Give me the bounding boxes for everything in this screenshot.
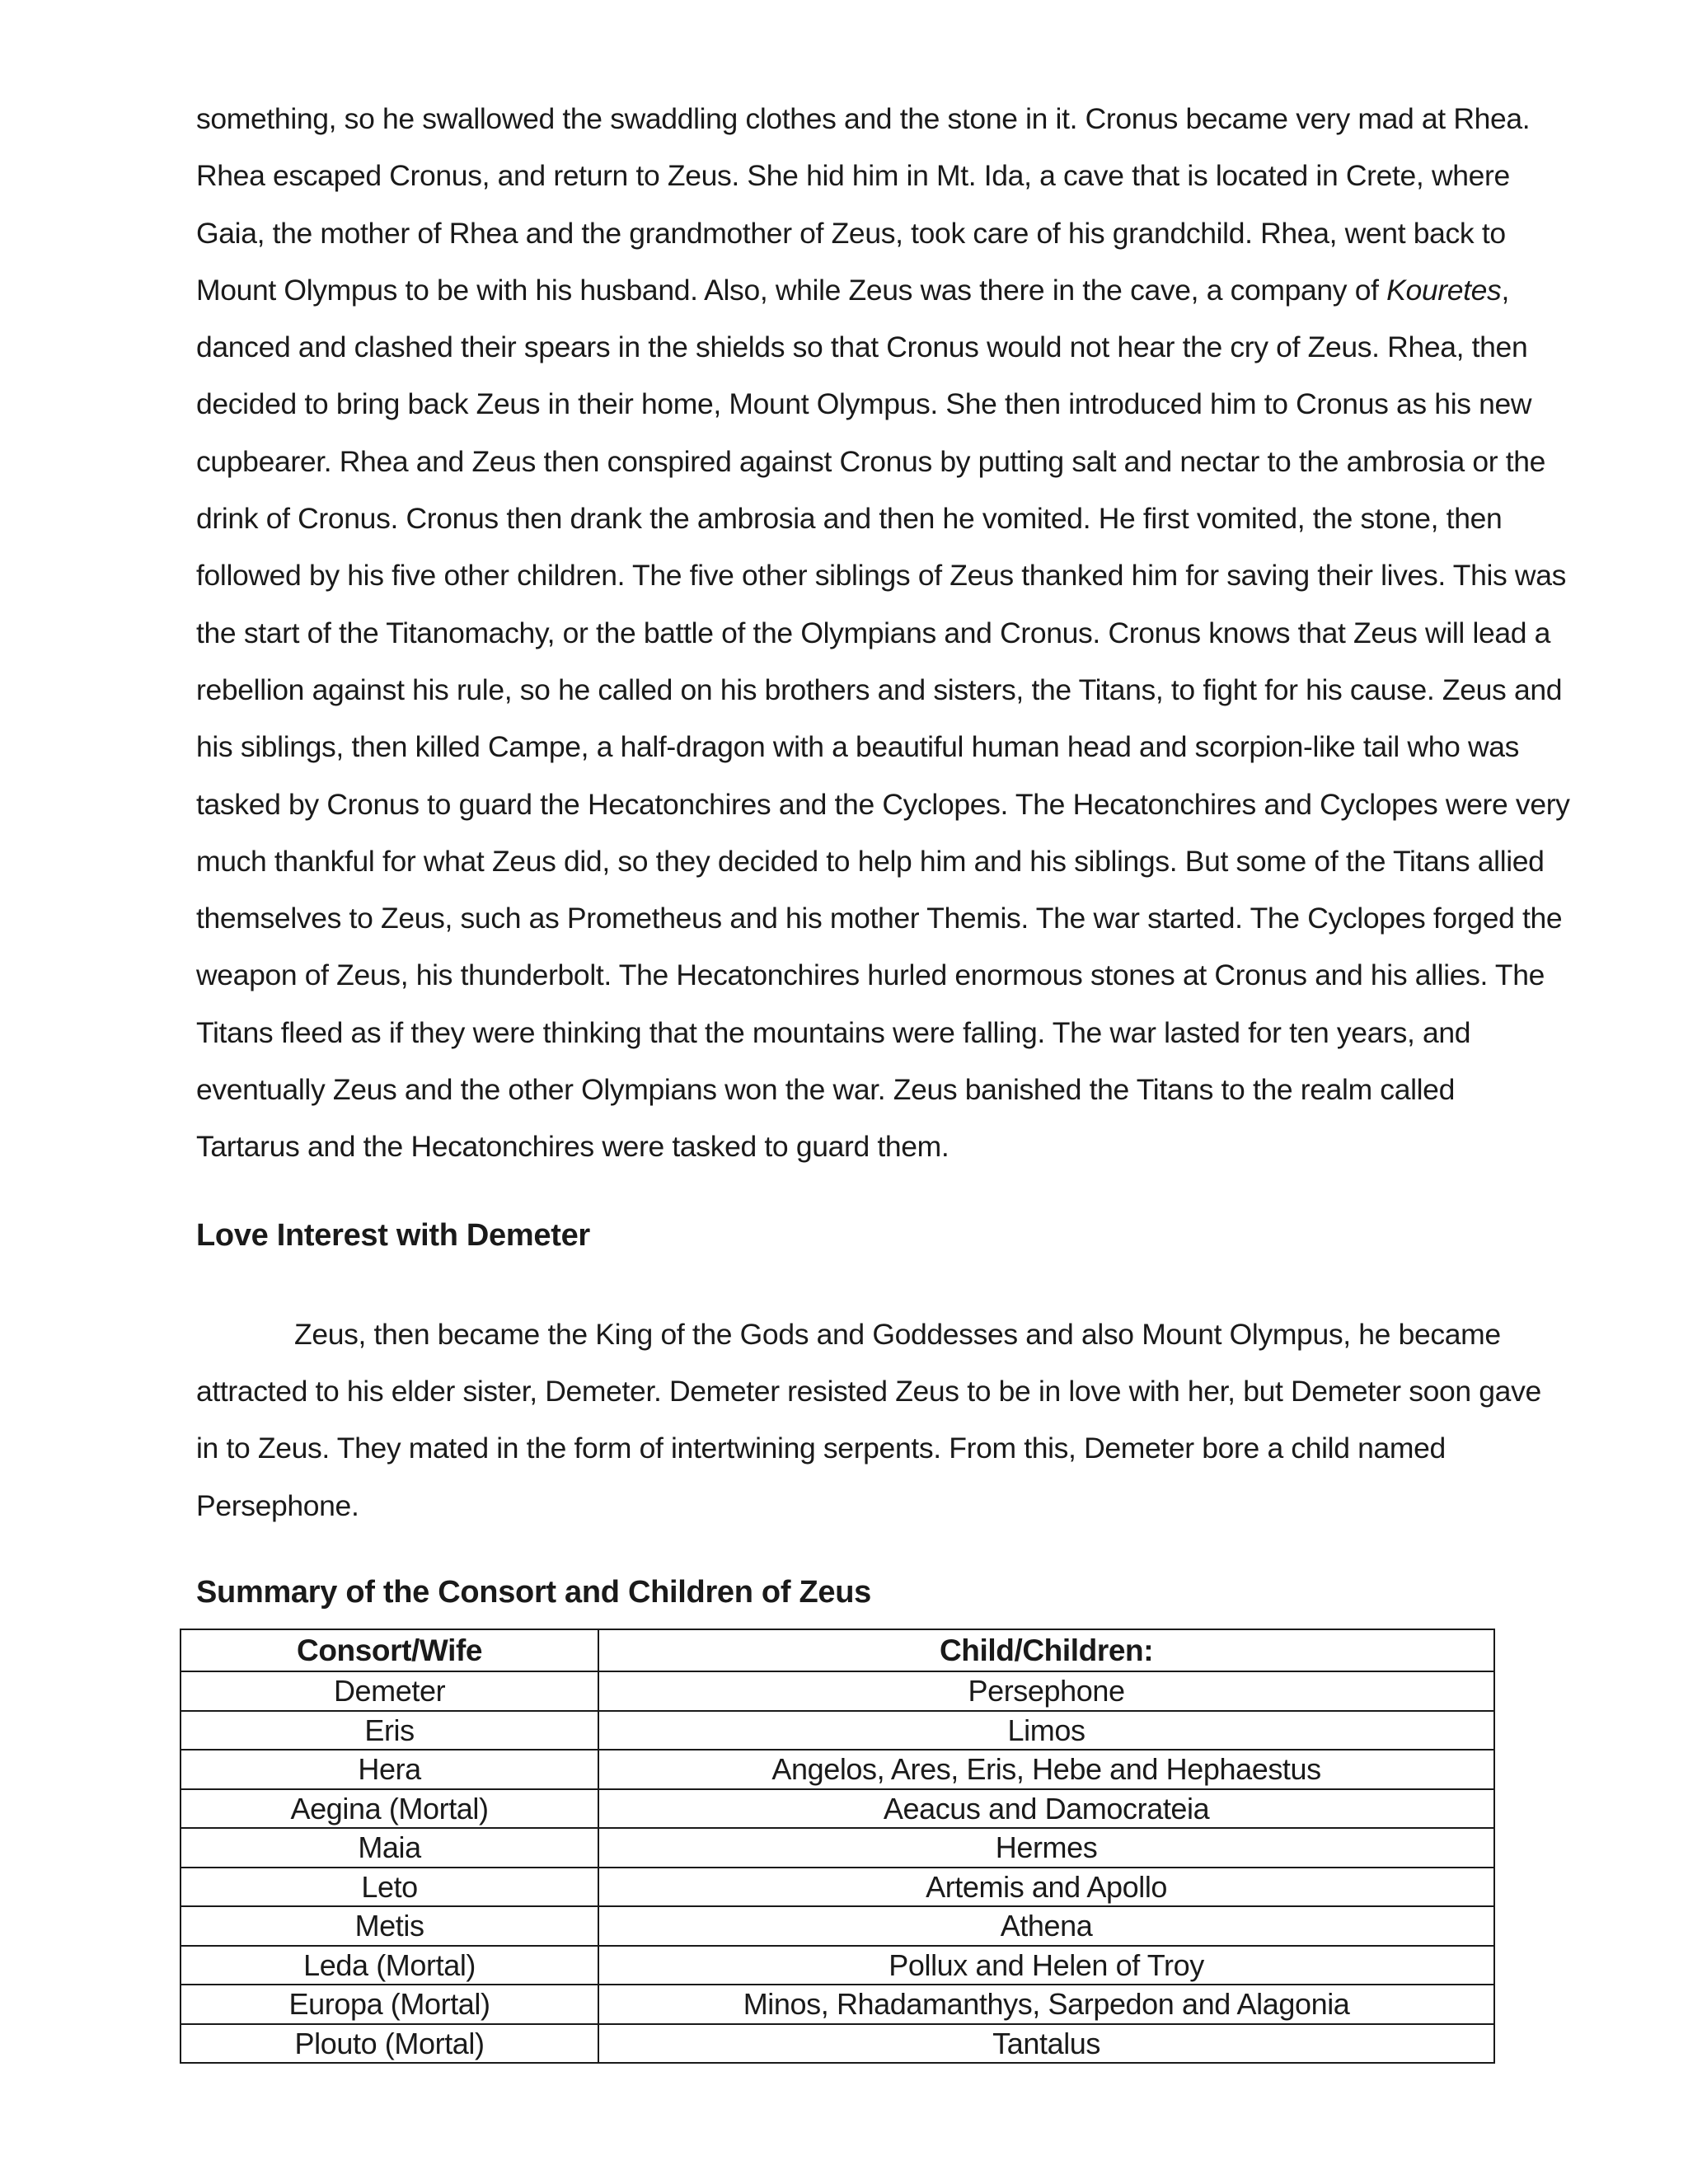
paragraph-line: his siblings, then killed Campe, a half-dragon with a beautiful human head and scorpion-like tail who was [196, 730, 1520, 764]
consort-cell: Leto [181, 1868, 598, 1907]
paragraph-line: cupbearer. Rhea and Zeus then conspired against Cronus by putting salt and nectar to the ambrosia or the [196, 444, 1546, 478]
paragraph-line: Gaia, the mother of Rhea and the grandmother of Zeus, took care of his grandchild. Rhea, went back to [196, 216, 1506, 250]
consorts-table [180, 1629, 1495, 2064]
children-cell: Minos, Rhadamanthys, Sarpedon and Alagonia [598, 1985, 1494, 2024]
paragraph-line: Rhea escaped Cronus, and return to Zeus. She hid him in Mt. Ida, a cave that is located in Crete, where [196, 159, 1510, 193]
consort-column-header: Consort/Wife [181, 1629, 598, 1671]
children-cell: Tantalus [598, 2024, 1494, 2064]
paragraph-line: themselves to Zeus, such as Prometheus and his mother Themis. The war started. The Cyclopes forged the [196, 902, 1563, 935]
table-row [181, 1671, 1494, 1711]
children-cell: Hermes [598, 1828, 1494, 1868]
consort-cell: Leda (Mortal) [181, 1946, 598, 1985]
table-row [181, 1789, 1494, 1829]
paragraph-line: Persephone. [196, 1488, 359, 1522]
kouretes-italic: Kouretes [1386, 273, 1502, 307]
children-cell: Limos [598, 1711, 1494, 1750]
paragraph-line: followed by his five other children. The five other siblings of Zeus thanked him for saving their lives. This was [196, 559, 1566, 593]
paragraph-line: something, so he swallowed the swaddling clothes and the stone in it. Cronus became very mad at Rhea. [196, 102, 1531, 135]
paragraph-line: weapon of Zeus, his thunderbolt. The Hecatonchires hurled enormous stones at Cronus and his allies. The [196, 958, 1545, 992]
table-row [181, 1868, 1494, 1907]
paragraph-line: rebellion against his rule, so he called on his brothers and sisters, the Titans, to fight for his cause. Zeus and [196, 673, 1563, 706]
paragraph-line: Tartarus and the Hecatonchires were tasked to guard them. [196, 1130, 950, 1164]
paragraph-line: tasked by Cronus to guard the Hecatonchires and the Cyclopes. The Hecatonchires and Cyclopes were very [196, 787, 1570, 821]
children-cell: Athena [598, 1906, 1494, 1946]
paragraph-line: attracted to his elder sister, Demeter. Demeter resisted Zeus to be in love with her, but Demeter soon gave [196, 1374, 1541, 1408]
children-column-header: Child/Children: [598, 1629, 1494, 1671]
table-header-row [181, 1629, 1494, 1671]
table-row [181, 1946, 1494, 1985]
paragraph-line: Zeus, then became the King of the Gods and Goddesses and also Mount Olympus, he became [294, 1317, 1501, 1351]
paragraph-line [196, 262, 1509, 319]
consort-cell: Plouto (Mortal) [181, 2024, 598, 2064]
document-page [196, 91, 1570, 1614]
line-text: Mount Olympus to be with his husband. Also, while Zeus was there in the cave, a company of [196, 273, 1387, 307]
children-cell: Aeacus and Damocrateia [598, 1789, 1494, 1829]
consort-cell: Hera [181, 1750, 598, 1789]
consort-cell: Aegina (Mortal) [181, 1789, 598, 1829]
summary-heading: Summary of the Consort and Children of Zeus [196, 1574, 871, 1610]
table-row [181, 2024, 1494, 2064]
paragraph-line: Titans fleed as if they were thinking that the mountains were falling. The war lasted for ten years, and [196, 1015, 1471, 1049]
consort-cell: Maia [181, 1828, 598, 1868]
line-punctuation: , [1501, 273, 1509, 307]
consort-cell: Demeter [181, 1671, 598, 1711]
paragraph-line: in to Zeus. They mated in the form of intertwining serpents. From this, Demeter bore a child named [196, 1432, 1446, 1465]
paragraph-line: eventually Zeus and the other Olympians won the war. Zeus banished the Titans to the realm called [196, 1073, 1455, 1107]
children-cell: Persephone [598, 1671, 1494, 1711]
paragraph-line: the start of the Titanomachy, or the battle of the Olympians and Cronus. Cronus knows that Zeus will lead a [196, 616, 1551, 649]
children-cell: Angelos, Ares, Eris, Hebe and Hephaestus [598, 1750, 1494, 1789]
titanomachy-paragraph [196, 91, 1570, 1176]
demeter-paragraph [196, 1306, 1541, 1535]
table-row [181, 1711, 1494, 1750]
table-row [181, 1750, 1494, 1789]
table-row [181, 1985, 1494, 2024]
love-interest-heading: Love Interest with Demeter [196, 1217, 590, 1253]
table-row [181, 1828, 1494, 1868]
paragraph-line: much thankful for what Zeus did, so they decided to help him and his siblings. But some of the Titans allied [196, 844, 1545, 878]
children-cell: Pollux and Helen of Troy [598, 1946, 1494, 1985]
consort-cell: Metis [181, 1906, 598, 1946]
consort-cell: Eris [181, 1711, 598, 1750]
paragraph-line: drink of Cronus. Cronus then drank the ambrosia and then he vomited. He first vomited, the stone, then [196, 502, 1503, 536]
paragraph-line: danced and clashed their spears in the shields so that Cronus would not hear the cry of Zeus. Rhea, then [196, 330, 1528, 364]
paragraph-line: decided to bring back Zeus in their home, Mount Olympus. She then introduced him to Cronus as his new [196, 387, 1532, 421]
table-row [181, 1906, 1494, 1946]
children-cell: Artemis and Apollo [598, 1868, 1494, 1907]
consort-cell: Europa (Mortal) [181, 1985, 598, 2024]
